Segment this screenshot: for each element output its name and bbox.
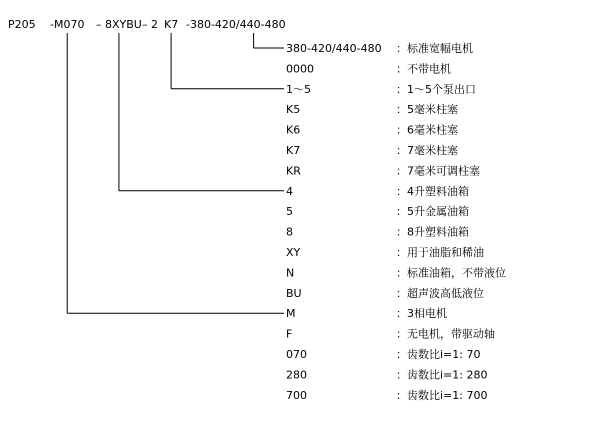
code-segment-outlets: – 2 <box>142 18 158 31</box>
option-description: ：6毫米柱塞 <box>396 123 458 137</box>
option-code: K6 <box>286 123 301 137</box>
option-row <box>286 388 487 402</box>
option-row <box>286 347 480 361</box>
option-code: 1～5 <box>286 82 311 96</box>
code-segment-motor-ratio: -M070 <box>50 18 85 31</box>
option-description: ：7毫米柱塞 <box>396 144 458 157</box>
option-row <box>286 245 484 259</box>
option-code: 280 <box>286 368 307 382</box>
option-code: 4 <box>286 184 293 198</box>
option-description: ：齿数比i=1: 70 <box>396 348 481 361</box>
option-code: K5 <box>286 103 301 117</box>
option-description: ：超声波高低液位 <box>396 286 484 300</box>
option-code: M <box>286 307 296 321</box>
option-description: ：不带电机 <box>396 62 451 76</box>
option-code: 0000 <box>286 62 314 76</box>
option-code: K7 <box>286 144 301 157</box>
option-row <box>286 184 469 198</box>
option-description: ：无电机，带驱动轴 <box>396 327 495 341</box>
option-row <box>286 41 473 55</box>
option-description: ：齿数比i=1: 700 <box>396 388 488 402</box>
option-description: ：7毫米可调柱塞 <box>396 164 480 178</box>
option-row <box>286 327 495 341</box>
option-code: BU <box>286 286 302 300</box>
option-row <box>286 61 451 75</box>
option-row <box>286 306 447 320</box>
code-segment-series: P205 <box>8 18 36 31</box>
option-description: ：1～5个泵出口 <box>396 82 476 96</box>
option-row <box>286 367 487 381</box>
option-code: 070 <box>286 348 307 361</box>
option-row <box>286 204 469 218</box>
option-code: XY <box>286 246 301 259</box>
option-code: 8 <box>286 225 293 239</box>
option-code: N <box>286 266 295 280</box>
option-description: ：标准宽幅电机 <box>396 42 473 55</box>
option-row <box>286 265 506 279</box>
option-description: ：4升塑料油箱 <box>396 184 469 198</box>
option-row <box>286 102 458 116</box>
option-description: ：齿数比i=1: 280 <box>396 368 488 382</box>
option-row <box>286 143 458 157</box>
option-row <box>286 286 484 300</box>
connector-lines <box>67 33 284 313</box>
option-row <box>286 225 469 239</box>
option-description: ：5升金属油箱 <box>396 205 469 219</box>
option-description: ：标准油箱，不带液位 <box>396 266 506 280</box>
option-code: F <box>286 327 293 341</box>
option-row <box>286 123 458 137</box>
code-segment-reservoir: – 8XYBU <box>96 18 142 31</box>
option-description: ：8升塑料油箱 <box>396 225 469 239</box>
option-code: 380-420/440-480 <box>286 42 382 55</box>
code-segment-piston: K7 <box>164 18 179 31</box>
option-description: ：3相电机 <box>396 307 447 321</box>
option-description: ：用于油脂和稀油 <box>396 246 484 259</box>
option-rows <box>286 41 506 402</box>
model-code-line <box>8 18 286 31</box>
option-row <box>286 82 476 96</box>
option-row <box>286 163 480 177</box>
option-description: ：5毫米柱塞 <box>396 103 458 117</box>
option-code: KR <box>286 164 301 178</box>
option-code: 5 <box>286 205 293 219</box>
code-segment-voltage: -380-420/440-480 <box>186 18 286 31</box>
option-code: 700 <box>286 388 307 402</box>
